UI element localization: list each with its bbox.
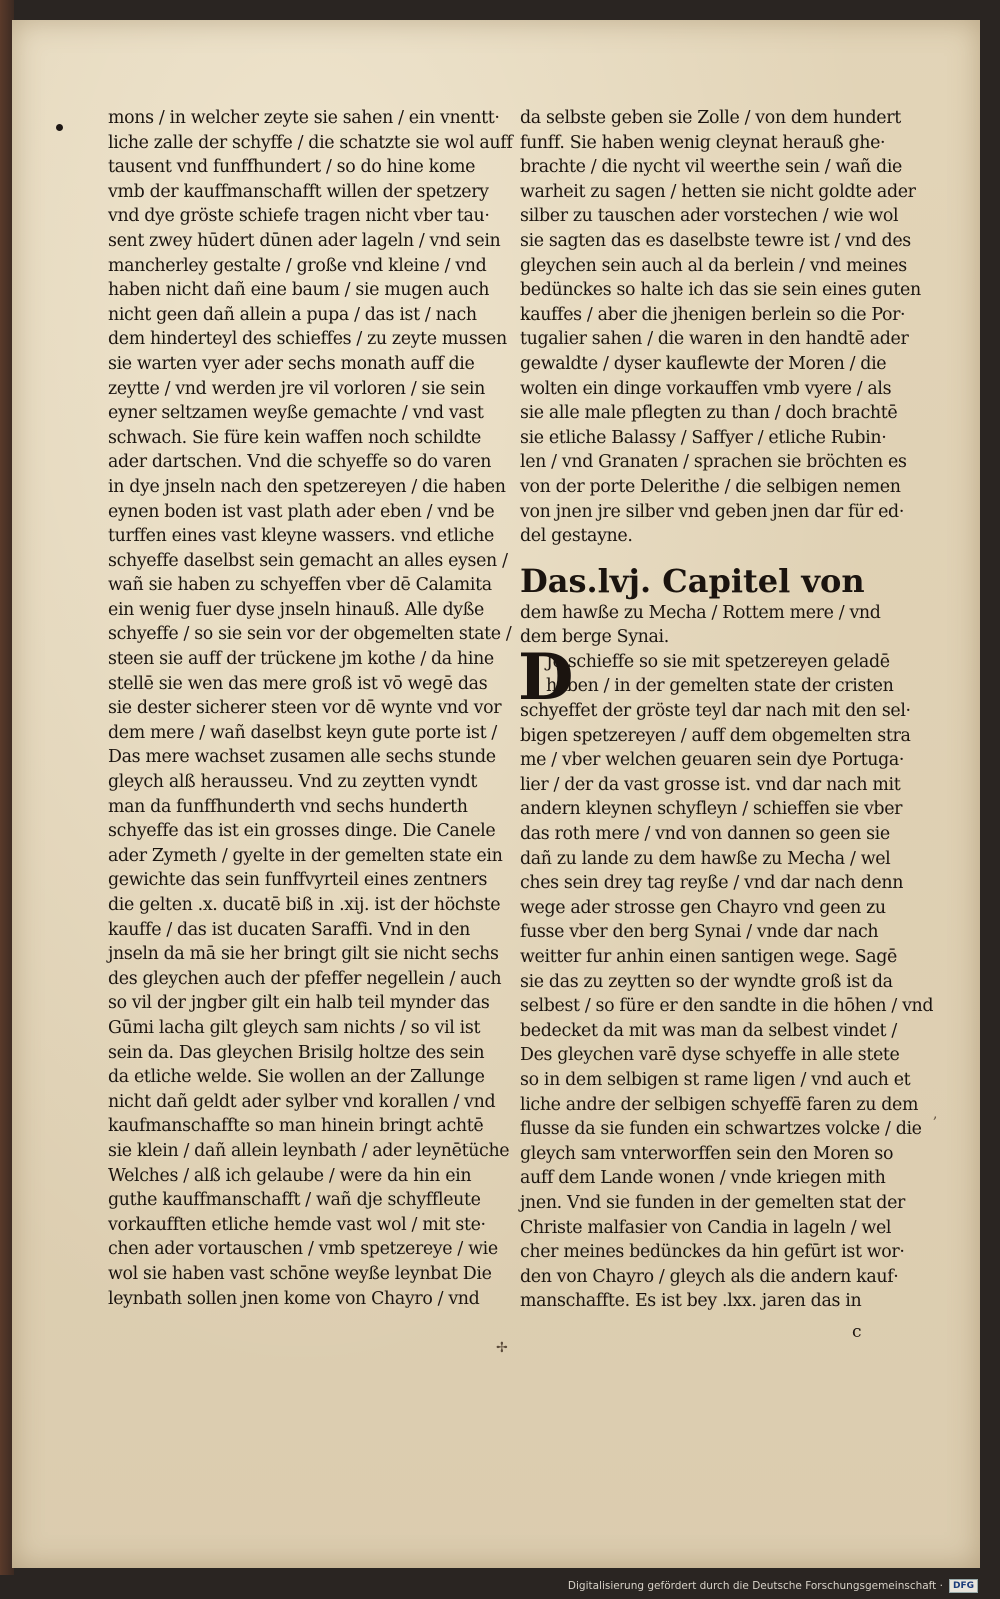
text-line: schyeffe daselbst sein gemacht an alles eysen /	[108, 550, 508, 571]
right-text-column	[518, 106, 934, 1314]
text-line: vnd dye gröste schiefe tragen nicht vber tau·	[108, 206, 490, 227]
text-line: in dye jnseln nach den spetzereyen / die haben	[108, 476, 506, 497]
text-line: leynbath sollen jnen kome von Chayro / vnd	[108, 1288, 480, 1309]
text-line: auff dem Lande wonen / vnde kriegen mith	[520, 1168, 886, 1189]
ink-mark: ✢	[496, 1340, 508, 1356]
text-line: des gleychen auch der pfeffer negellein / auch	[108, 968, 502, 989]
text-line: da selbste geben sie Zolle / von dem hundert	[520, 108, 901, 128]
chapter-subtitle-line: dem hawße zu Mecha / Rottem mere / vnd	[520, 602, 881, 623]
text-line: wañ sie haben zu schyeffen vber dē Calamita	[108, 575, 492, 596]
drop-cap-initial: D	[518, 639, 574, 715]
text-line: chen ader vortauschen / vmb spetzereye / wie	[108, 1239, 498, 1260]
text-line: bedünckes so halte ich das sie sein eines guten	[520, 280, 921, 301]
text-line: fusse vber den berg Synai / vnde dar nach	[520, 922, 879, 943]
text-line: selbest / so füre er den sandte in die hōhen / vnd	[520, 996, 934, 1017]
page-hole-mark	[56, 124, 63, 131]
ink-mark: ,	[933, 1106, 938, 1122]
chapter-heading: Das.lvj. Capitel von	[520, 561, 865, 600]
text-line: andern kleynen schyfleyn / schieffen sie vber	[520, 799, 903, 820]
text-line: jnseln da mā sie her bringt gilt sie nicht sechs	[108, 944, 499, 965]
text-line: bedecket da mit was man da selbest vindet /	[520, 1020, 897, 1041]
text-line: silber zu tauschen ader vorstechen / wie wol	[520, 206, 899, 227]
text-line: zeytte / vnd werden jre vil vorloren / sie sein	[108, 378, 485, 399]
text-line: kauffes / aber die jhenigen berlein so die Por·	[520, 304, 906, 325]
text-line: von jnen jre silber vnd geben jnen dar für ed·	[520, 501, 905, 522]
text-line: gleych sam vnterworffen sein den Moren so	[520, 1143, 894, 1164]
dfg-logo: DFG	[949, 1579, 978, 1593]
text-line: vorkaufften etliche hemde vast wol / mit ste·	[108, 1214, 486, 1235]
text-line: sent zwey hūdert dūnen ader lageln / vnd sein	[108, 230, 501, 251]
text-line: funff. Sie haben wenig cleynat herauß ghe·	[520, 132, 886, 153]
text-line: schyeffe / so sie sein vor der obgemelten state /	[108, 624, 512, 645]
text-line: sie alle male pflegten zu than / doch brachtē	[520, 403, 898, 424]
text-line: kauffe / das ist ducaten Saraffi. Vnd in den	[108, 919, 470, 940]
text-line: sie sagten das es daselbste tewre ist / vnd des	[520, 230, 911, 251]
text-line: liche zalle der schyffe / die schatzte sie wol auff	[108, 132, 513, 153]
text-line: den von Chayro / gleych als die andern kauf·	[520, 1266, 899, 1287]
text-line: nicht geen dañ allein a pupa / das ist / nach	[108, 304, 477, 325]
chapter-body	[518, 639, 934, 1314]
text-line: brachte / die nycht vil weerthe sein / wañ die	[520, 157, 902, 178]
footer-text: Digitalisierung gefördert durch die Deutsche Forschungsgemeinschaft ·	[567, 1580, 943, 1592]
text-line: Je schieffe so sie mit spetzereyen geladē	[546, 651, 890, 672]
text-line: dañ zu lande zu dem hawße zu Mecha / wel	[520, 848, 891, 869]
text-line: mancherley gestalte / große vnd kleine / vnd	[108, 255, 487, 276]
text-line: gleych alß herausseu. Vnd zu zeytten vyndt	[108, 772, 477, 793]
text-line: lier / der da vast grosse ist. vnd dar nach mit	[520, 774, 901, 795]
text-line: tugalier sahen / die waren in den handtē ader	[520, 329, 909, 350]
text-line: dem mere / wañ daselbst keyn gute porte ist /	[108, 722, 497, 743]
text-line: stellē sie wen das mere groß ist vō wegē das	[108, 673, 488, 694]
text-line: me / vber welchen geuaren sein dye Portuga·	[520, 750, 905, 771]
text-line: ein wenig fuer dyse jnseln hinauß. Alle dyße	[108, 599, 484, 620]
text-line: schwach. Sie füre kein waffen noch schildte	[108, 427, 481, 448]
text-line: bigen spetzereyen / auff dem obgemelten stra	[520, 725, 911, 746]
text-line: schyeffe das ist ein grosses dinge. Die Canele	[108, 821, 496, 842]
text-line: del gestayne.	[520, 526, 633, 547]
text-line: liche andre der selbigen schyeffē faren zu dem	[520, 1094, 919, 1115]
text-line: da etliche welde. Sie wollen an der Zallunge	[108, 1067, 485, 1088]
text-line: ches sein drey tag reyße / vnd dar nach denn	[520, 873, 904, 894]
text-line: sein da. Das gleychen Brisilg holtze des sein	[108, 1042, 485, 1063]
text-line: warheit zu sagen / hetten sie nicht goldte ader	[520, 181, 916, 202]
text-line: wege ader strosse gen Chayro vnd geen zu	[520, 897, 886, 918]
text-line: sie das zu zeytten so der wyndte groß ist da	[520, 971, 893, 992]
text-line: Welches / alß ich gelaube / were da hin ein	[108, 1165, 472, 1186]
text-line: sie warten vyer ader sechs monath auff die	[108, 353, 475, 374]
text-line: weitter fur anhin einen santigen wege. Sagē	[520, 947, 897, 967]
right-column-chapter-text	[518, 639, 934, 1314]
text-line: kaufmanschaffte so man hinein bringt achtē	[108, 1116, 484, 1137]
text-line: ader dartschen. Vnd die schyeffe so do varen	[108, 452, 492, 473]
text-line: turffen eines vast kleyne wassers. vnd etliche	[108, 526, 494, 547]
chapter-subtitle-line: dem berge Synai.	[520, 627, 669, 648]
text-line: vmb der kauffmanschafft willen der spetzery	[108, 181, 489, 202]
text-line: haben / in der gemelten state der cristen	[546, 676, 894, 697]
text-line: tausent vnd funffhundert / so do hine kome	[108, 157, 476, 178]
text-line: das roth mere / vnd von dannen so geen sie	[520, 824, 890, 845]
text-line: sie klein / dañ allein leynbath / ader leynētüche	[108, 1140, 510, 1161]
text-line: manschaffte. Es ist bey .lxx. jaren das in	[520, 1291, 862, 1312]
left-text-column	[108, 106, 513, 1311]
text-line: Christe malfasier von Candia in lageln / wel	[520, 1217, 892, 1238]
text-line: gewaldte / dyser kauflewte der Moren / die	[520, 353, 887, 374]
text-line: mons / in welcher zeyte sie sahen / ein vnentt·	[108, 108, 500, 128]
text-line: Gūmi lacha gilt gleych sam nichts / so vil ist	[108, 1017, 481, 1038]
text-line: dem hinderteyl des schieffes / zu zeyte mussen	[108, 329, 507, 350]
text-line: cher meines bedünckes da hin gefūrt ist wor·	[520, 1242, 905, 1263]
text-line: wol sie haben vast schōne weyße leynbat Die	[108, 1263, 492, 1284]
chapter-subtitle	[520, 601, 916, 650]
text-line: Das mere wachset zusamen alle sechs stunde	[108, 747, 496, 768]
text-line: schyeffet der gröste teyl dar nach mit den sel·	[520, 701, 911, 722]
text-line: guthe kauffmanschafft / wañ dje schyffleute	[108, 1190, 481, 1211]
text-line: jnen. Vnd sie funden in der gemelten stat der	[520, 1192, 905, 1213]
text-line: len / vnd Granaten / sprachen sie bröchten es	[520, 452, 907, 473]
signature-mark: c	[852, 1322, 862, 1342]
text-line: so vil der jngber gilt ein halb teil mynder das	[108, 993, 490, 1014]
text-line: wolten ein dinge vorkauffen vmb vyere / als	[520, 378, 892, 399]
text-line: von der porte Delerithe / die selbigen nemen	[520, 476, 901, 497]
text-line: die gelten .x. ducatē biß in .xij. ist der höchste	[108, 895, 501, 915]
text-line: steen sie auff der trückene jm kothe / da hine	[108, 649, 494, 670]
text-line: nicht dañ geldt ader sylber vnd korallen / vnd	[108, 1091, 496, 1112]
right-column-top-text	[520, 106, 921, 549]
text-line: Des gleychen varē dyse schyeffe in alle stete	[520, 1045, 900, 1066]
text-line: eyner seltzamen weyße gemachte / vnd vast	[108, 403, 484, 424]
text-line: ader Zymeth / gyelte in der gemelten state ein	[108, 845, 503, 866]
footer-credit	[568, 1579, 978, 1593]
text-line: man da funffhunderth vnd sechs hunderth	[108, 796, 468, 817]
text-line: gewichte das sein funffvyrteil eines zentners	[108, 870, 488, 891]
text-line: so in dem selbigen st rame ligen / vnd auch et	[520, 1069, 911, 1090]
text-line: sie dester sicherer steen vor dē wynte vnd vor	[108, 698, 502, 719]
text-line: eynen boden ist vast plath ader eben / vnd be	[108, 501, 495, 522]
text-line: haben nicht dañ eine baum / sie mugen auch	[108, 280, 490, 301]
text-line: flusse da sie funden ein schwartzes volcke / die	[520, 1119, 922, 1140]
text-line: gleychen sein auch al da berlein / vnd meines	[520, 255, 907, 276]
text-line: sie etliche Balassy / Saffyer / etliche Rubin·	[520, 427, 887, 448]
